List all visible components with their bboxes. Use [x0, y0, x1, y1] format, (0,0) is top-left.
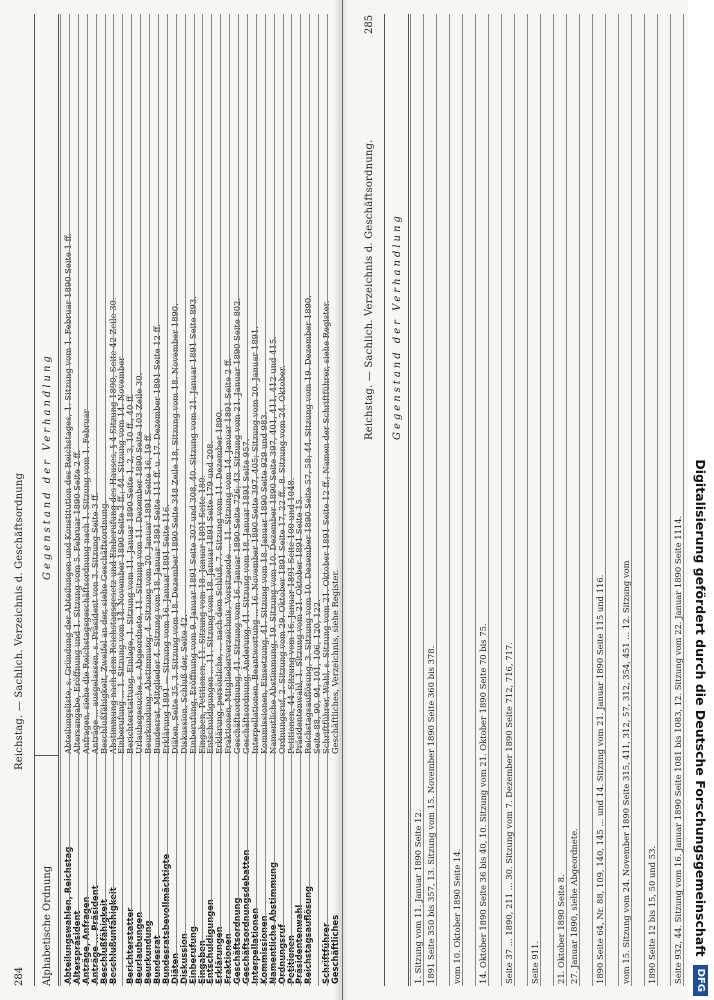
entry-text: 27. Januar 1890, siehe Abgeordnete. [569, 828, 579, 984]
entry-text: 21. Oktober 1890 Seite 8. [556, 874, 566, 984]
entry-keyword: Namentliche Abstimmung [267, 861, 278, 984]
entry-text: Berichterstattung, Einlage, 1. Sitzung vom 11. Januar 1890 Seite 1, 2, 3, 10 ff., 40 ff. [125, 393, 136, 754]
entry-keyword: Geschäftsordnungsdebatten [241, 849, 252, 984]
entry-text: Urlaubsgesuche, s. Abgeordnete, 11. Sitzung vom 11. Dezember 1890 Seite 103 Zeile 30. [134, 372, 145, 754]
entry-text: Anträge ... ausgelassen, s. Präsident von 3. Sitzung Seite 3 ff. [89, 492, 100, 754]
entry-keyword: Diskussion [178, 933, 189, 984]
entry-keyword: Geschäftsordnung [232, 897, 243, 984]
entry-text: Seite 88, 90, 94, 101, 106, 120, 122. [312, 599, 323, 754]
table-row [527, 14, 541, 986]
entry-text: Beurkundung, Abstimmung, 4. Sitzung vom 20. Januar 1891 Seite 16, 19 ff. [143, 432, 154, 754]
right-page-number: 285 [364, 14, 375, 34]
entry-keyword: Einberufung [187, 926, 198, 984]
entry-text: Beschlußfähigkeit, Zweifel an der, siehe Geschäftsordnung. [98, 500, 109, 754]
table-row [579, 14, 593, 986]
table-row [449, 14, 463, 986]
right-entries-table [410, 14, 696, 986]
table-row [327, 14, 341, 986]
entry-text: Interpellationen, Beantwortung ... 16. November 1890 Seite 397, 405; Sitzung vom 20. Januar 1891. [249, 326, 260, 754]
table-row [514, 14, 528, 986]
entry-text: Geschäftsordnung, Änderung, 41. Sitzung vom 18. Januar 1891 Seite 957. [241, 438, 252, 754]
entry-text: Schriftführer, Wahl, s. Sitzung vom 21. Oktober 1891 Seite 12 ff.; Namen der Schriftführer, siehe Register. [321, 300, 332, 754]
head-divider [34, 755, 58, 756]
entry-keyword: Bundesrat [152, 935, 163, 984]
entry-text: Altersangabe, Eröffnung und 1. Sitzung vom 5. Februar 1890 Seite 2 ff. [71, 450, 82, 754]
entry-text: 1890 Seite 64, Nr. 88, 109, 140, 145 ... und 14. Sitzung vom 21. Januar 1890 Seite 115 und 116. [595, 574, 605, 984]
entry-keyword: Bundesratsbevollmächtigte [160, 853, 171, 984]
col-alpha-heading: Alphabetische Ordnung [42, 865, 53, 986]
entry-text: 14. Oktober 1890 Seite 36 bis 40, 10. Sitzung vom 21. Oktober 1890 Seite 70 bis 75. [478, 623, 488, 984]
table-row [436, 14, 450, 986]
table-row [631, 14, 645, 986]
entry-keyword: Interpellationen [249, 907, 260, 984]
table-row [488, 14, 502, 986]
entry-text: Eingaben, Petitionen, 11. Sitzung vom 18. Januar 1891 Seite 180. [196, 474, 207, 754]
entry-keyword: Entschuldigungen [205, 899, 216, 984]
entry-keyword: Präsidentenwahl [294, 904, 305, 984]
entry-text: Ordnungsruf, 2. Sitzung vom 29. Oktober 1891 Seite 17, 22 ff., 8. Sitzung vom 24. Oktober. [276, 365, 287, 754]
right-page [346, 0, 714, 1000]
entry-text: 1890 Seite 12 bis 15, 50 und 53. [647, 845, 657, 984]
entry-text: Geschäftliches, Verzeichnis, siehe Register. [330, 569, 341, 754]
entry-text: vom 10. Oktober 1890 Seite 14. [452, 848, 462, 984]
entry-text: Abteilungsliste, s. Gründung der Abteilungen und Konstitution des Reichstages, 1. Sitzung vom 1. Februar 1890 Seite 1 ff. [63, 233, 73, 754]
table-row [423, 14, 437, 986]
entry-text: Bundesrat, Mitglieder 4. Sitzung vom 18. Januar 1891 Seite 111 ff. u. 17. Dezember 1891 Seite 12 ff. [152, 324, 163, 754]
entry-keyword: Petitionen [285, 935, 296, 984]
dfg-banner-text: Digitalisierung gefördert durch die Deutsche Forschungsgemeinschaft [693, 459, 709, 957]
entry-text: Erklärung 1891 — Sitzung vom 16. Januar 1891 Seite 116. [160, 504, 171, 754]
entry-keyword: Diäten [169, 952, 180, 984]
entry-text: Einberufung ... 1. Sitzung vom 14. November 1890 Seite 3 ff.; 44. Sitzung vom 14. November [116, 356, 127, 754]
entry-keyword: Geschäftliches [330, 914, 341, 984]
entry-keyword: Erklärungen [214, 926, 225, 984]
head-rule-2 [58, 14, 59, 986]
right-running-head: Reichstag. — Sachlich. Verzeichnis d. Geschäftsordnung. [364, 139, 375, 440]
dfg-logo: DFG [694, 965, 709, 996]
table-row [410, 14, 424, 986]
entry-text: Diäten, Seite 35, 3. Sitzung vom 18. Dezember 1890 Seite 348 Zeile 18, Sitzung vom 18. November 1890. [169, 303, 180, 754]
entry-text: Namentliche Abstimmung, 19. Sitzung vom 10. Dezember 1890 Seite 397, 401, 411, 412 und 415. [267, 336, 278, 754]
right-head-rule [384, 14, 385, 986]
col-section-heading: Gegenstand der Verhandlung [42, 353, 53, 580]
table-row [540, 14, 554, 986]
entry-keyword: Alterspräsident [71, 910, 82, 984]
entry-keyword: Eingaben [196, 940, 207, 984]
table-row [657, 14, 671, 986]
entry-keyword: Beschlußunfähigkeit [107, 887, 118, 984]
table-row [501, 14, 515, 986]
book-gutter [342, 0, 343, 1000]
left-page-number: 284 [14, 966, 25, 986]
entry-keyword: Anträge ... Präsident [89, 885, 100, 984]
entry-text: 1891 Seite 350 bis 357, 13. Sitzung vom 15. November 1890 Seite 360 bis 378. [426, 645, 436, 984]
entry-keyword: Fraktionen [223, 933, 234, 984]
entry-keyword: Kommissionen [258, 915, 269, 984]
entry-text: Entschuldigungen ... 11. Sitzung vom 18. Januar 1891 Seite 179 und 208. [205, 440, 216, 754]
left-page [0, 0, 340, 1000]
entry-text: Seite 37 ... 1890, 211 ... 30. Sitzung vom 7. Dezember 1890 Seite 712, 716, 717. [504, 642, 514, 984]
entry-text: 1. Sitzung vom 11. Januar 1890 Seite 12. [413, 809, 423, 984]
head-rule [34, 14, 35, 986]
right-col-section-heading: Gegenstand der Verhandlung [392, 213, 403, 440]
entry-keyword: Schriftführer [321, 922, 332, 984]
entry-text: Erklärung, persönliche, ... nach dem Schluß, 7. Sitzung vom 11. Dezember 1890. [214, 409, 225, 754]
table-row [618, 14, 632, 986]
left-running-head: Reichstag. — Sachlich. Verzeichnis d. Geschäftsordnung [14, 472, 25, 770]
right-head-rule-2 [408, 14, 409, 986]
table-row [605, 14, 619, 986]
entry-text: Diskussion, Schluß der, Seite 42. [178, 614, 189, 754]
table-row [592, 14, 606, 986]
entry-keyword: Ordnungsruf [276, 924, 287, 984]
entry-text: Kommissionen, Einsetzung, 41. Sitzung vom 18. Januar 1890 Seite 929 und 983. [258, 411, 269, 754]
entry-text: vom 15. Sitzung vom 24. November 1890 Seite 315, 411, 312, 57, 312, 354, 451 ... 12. Sitzung vom [621, 560, 631, 984]
left-entries-table [60, 14, 341, 986]
table-row [475, 14, 489, 986]
entry-keyword: Reichstagsauflösung [303, 885, 314, 984]
entry-text: Geschäftsordnung, 41. Sitzung vom 16. Januar 1890 Seite 726; 43. Sitzung vom 21. Januar 1890 Seite 802. [232, 297, 243, 754]
entry-text: Anfragen, siehe die Reichstagsgeschäftsordnung nach 1. Sitzung vom 1. Februar [80, 409, 91, 754]
table-row [553, 14, 567, 986]
entry-text: Reichstagsauflösung, 3. Sitzung vom 10. Dezember 1890 Seite 57, 58; 44. Sitzung vom 19. Dezember 1890. [303, 295, 314, 754]
entry-keyword: Beurkundung [143, 920, 154, 984]
table-row [644, 14, 658, 986]
entry-text: Seite 932, 44. Sitzung vom 16. Januar 1890 Seite 1081 bis 1083, 12. Sitzung vom 22. Januar 1890 Seite 1114. [673, 515, 683, 984]
entry-text: Fraktionen, Mitgliederverzeichnis, Vorsitzende ... 11. Sitzung vom 14. Januar 1891 Seite 2 ff. [223, 357, 234, 754]
entry-keyword: Beschlußfähigkeit [98, 899, 109, 984]
entry-keyword: Beurlaubungen [134, 911, 145, 984]
entry-text: Abstimmung nach dem Reichstagsgesetz und Einberufung des Hauses, § 4 Sitzung 1890, Seite 42 Zeile 30. [107, 297, 118, 754]
entry-keyword: Abteilungswahlen, Reichstag [63, 846, 73, 984]
entry-text: Seite 911. [530, 940, 540, 984]
entry-text: Einberufung, Eröffnung vom 9. Januar 1891 Seite 307 und 308, 40. Sitzung vom 21. Januar 1891 Seite 893. [187, 296, 198, 754]
entry-text: Präsidentenwahl, 1. Sitzung vom 21. Oktober 1891 Seite 15. [294, 496, 305, 754]
dfg-banner [688, 0, 714, 1000]
table-row [462, 14, 476, 986]
entry-keyword: Anträge, Anfragen [80, 896, 91, 984]
entry-keyword: Berichterstatter [125, 907, 136, 984]
table-row [566, 14, 580, 986]
table-row [670, 14, 684, 986]
entry-text: Petitionen, 44. Sitzung vom 16. Januar 1891 Seite 100 und 1048. [285, 477, 296, 754]
